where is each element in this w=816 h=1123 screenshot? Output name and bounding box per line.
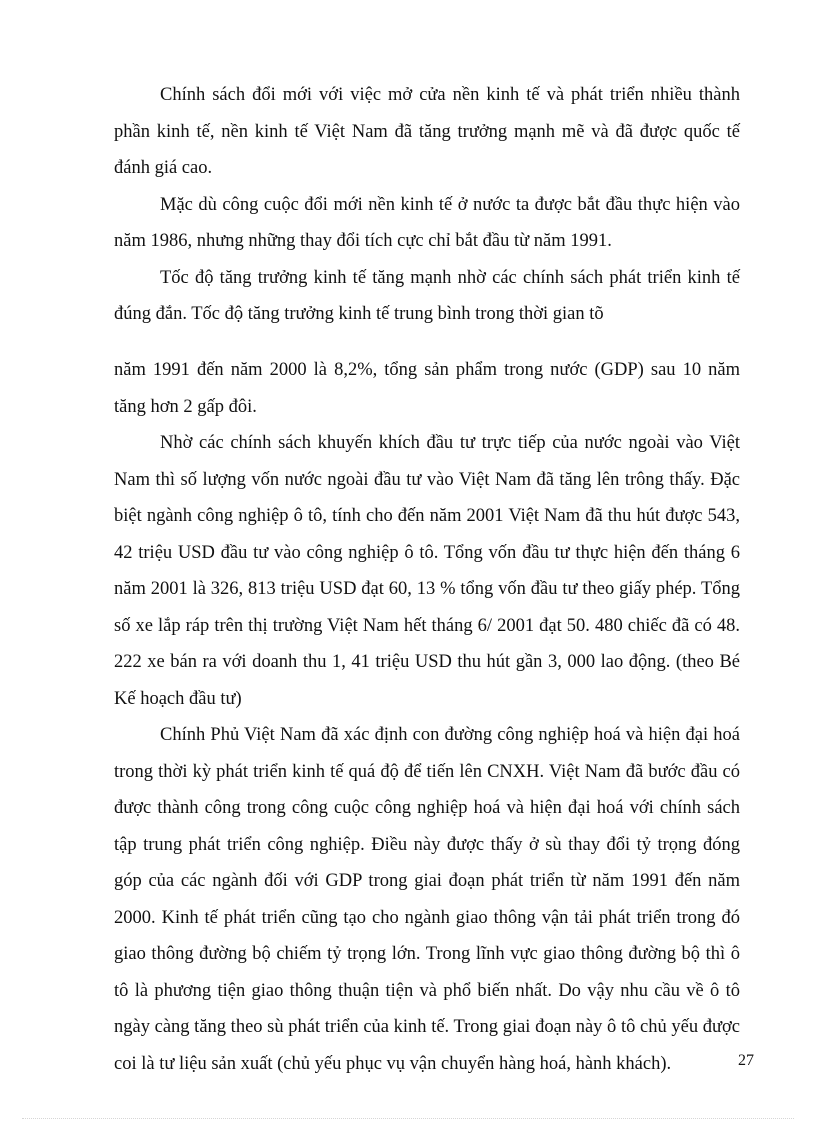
paragraph-doi-moi: Chính sách đổi mới với việc mở cửa nền kinh tế và phát triển nhiều thành phần kinh tế, nền kinh tế Việt Nam đã tăng trưởng mạnh mẽ và đã được quốc tế đánh giá cao. (114, 85, 740, 178)
paragraph-cong-nghiep-hoa: Chính Phủ Việt Nam đã xác định con đường công nghiệp hoá và hiện đại hoá trong thời kỳ phát triển kinh tế quá độ để tiến lên CNXH. Việt Nam đã bước đầu có được thành công trong công cuộc công nghiệp hoá và hiện đại hoá với chính sách tập trung phát triển công nghiệp. Điều này được thấy ở sù thay đổi tỷ trọng đóng góp của các ngành đối với GDP trong giai đoạn phát triển từ năm 1991 đến năm 2000. Kinh tế phát triển cũng tạo cho ngành giao thông vận tải phát triển trong đó giao thông đường bộ chiếm tỷ trọng lớn. Trong lĩnh vực giao thông đường bộ thì ô tô là phương tiện giao thông thuận tiện và phổ biến nhất. Do vậy nhu cầu về ô tô ngày càng tăng theo sù phát triển của kinh tế. Trong giai đoạn này ô tô chủ yếu được coi là tư liệu sản xuất (chủ yếu phục vụ vận chuyển hàng hoá, hành khách). (114, 725, 740, 1074)
page-bottom-divider (22, 1118, 794, 1119)
text-block-bottom (114, 352, 740, 1082)
paragraph-nam-1986: Mặc dù công cuộc đổi mới nền kinh tế ở nước ta được bắt đầu thực hiện vào năm 1986, nhưng những thay đổi tích cực chỉ bắt đầu từ năm 1991. (114, 194, 740, 251)
page-number: 27 (738, 1052, 754, 1069)
paragraph-dau-tu-nuoc-ngoai: Nhờ các chính sách khuyến khích đầu tư trực tiếp của nước ngoài vào Việt Nam thì số lượng vốn nước ngoài đầu tư vào Việt Nam đã tăng lên trông thấy. Đặc biệt ngành công nghiệp ô tô, tính cho đến năm 2001 Việt Nam đã thu hút được 543, 42 triệu USD đầu tư vào công nghiệp ô tô. Tổng vốn đầu tư thực hiện đến tháng 6 năm 2001 là 326, 813 triệu USD đạt 60, 13 % tổng vốn đầu tư theo giấy phép. Tổng số xe lắp ráp trên thị trường Việt Nam hết tháng 6/ 2001 đạt 50. 480 chiếc đã có 48. 222 xe bán ra với doanh thu 1, 41 triệu USD thu hút gần 3, 000 lao động. (theo Bé Kế hoạch đầu tư) (114, 433, 740, 709)
text-block-top (114, 77, 740, 333)
paragraph-continuation: năm 1991 đến năm 2000 là 8,2%, tổng sản phẩm trong nước (GDP) sau 10 năm tăng hơn 2 gấp đôi. (114, 360, 740, 417)
paragraph-toc-do-tang-truong: Tốc độ tăng trưởng kinh tế tăng mạnh nhờ các chính sách phát triển kinh tế đúng đắn. Tốc độ tăng trưởng kinh tế trung bình trong thời gian tõ (114, 267, 740, 324)
